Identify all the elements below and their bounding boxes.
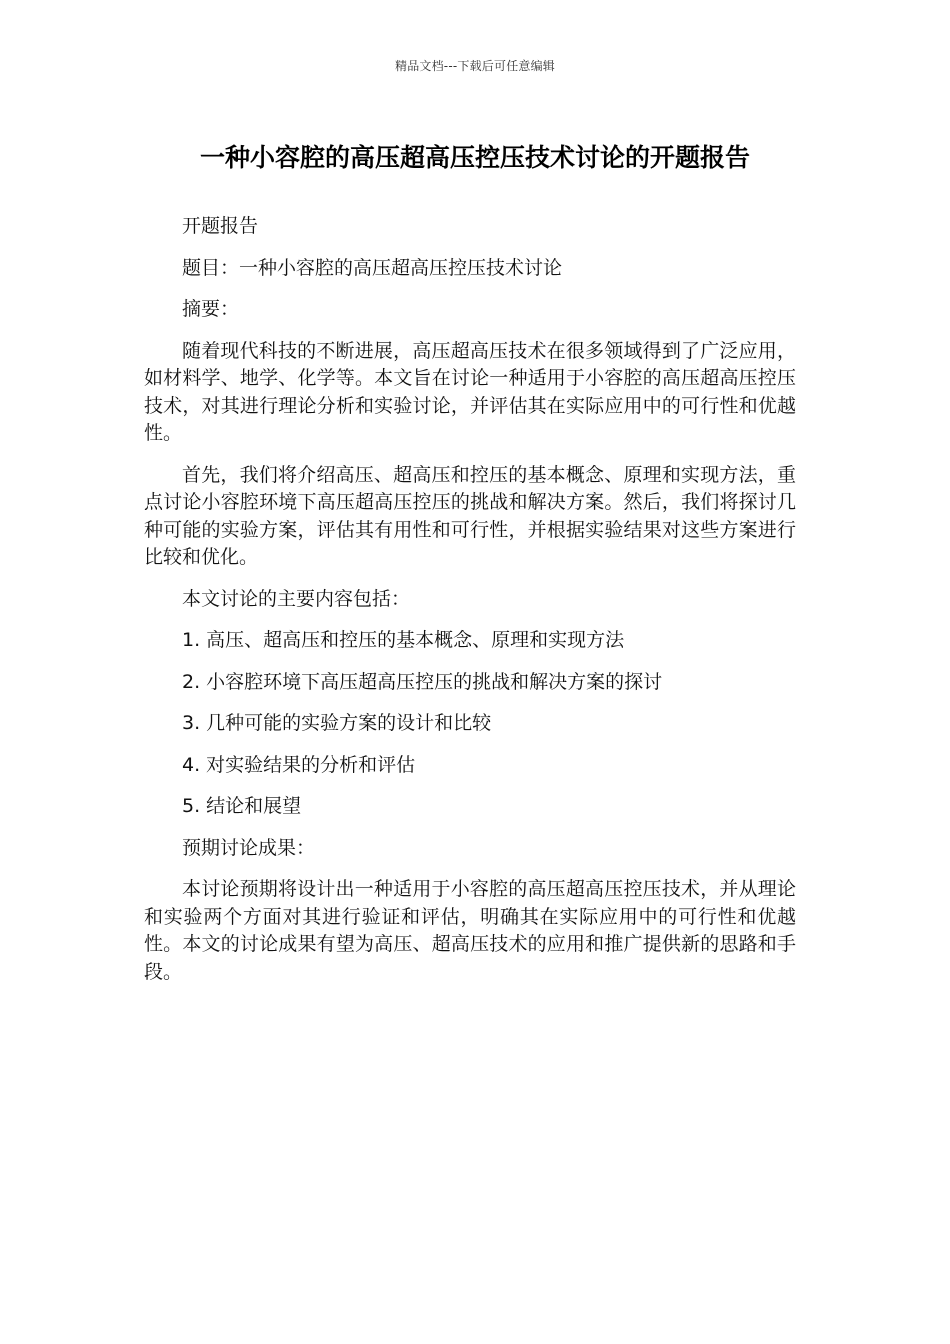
paragraph-intro: 随着现代科技的不断进展，高压超高压技术在很多领域得到了广泛应用，如材料学、地学、化学等。本文旨在讨论一种适用于小容腔的高压超高压控压技术，对其进行理论分析和实验讨论，并评估其在实际应用中的可行性和优越性。 bbox=[144, 339, 796, 444]
paragraph-results: 本讨论预期将设计出一种适用于小容腔的高压超高压控压技术，并从理论和实验两个方面对其进行验证和评估，明确其在实际应用中的可行性和优越性。本文的讨论成果有望为高压、超高压技术的应用和推广提供新的思路和手段。 bbox=[144, 878, 796, 983]
list-item: 3. 几种可能的实验方案的设计和比较 bbox=[182, 712, 492, 734]
list-item: 1. 高压、超高压和控压的基本概念、原理和实现方法 bbox=[182, 629, 625, 651]
list-item: 5. 结论和展望 bbox=[182, 795, 302, 817]
document-title: 一种小容腔的高压超高压控压技术讨论的开题报告 bbox=[199, 143, 750, 172]
list-item: 2. 小容腔环境下高压超高压控压的挑战和解决方案的探讨 bbox=[182, 670, 663, 693]
abstract-label: 摘要： bbox=[182, 298, 240, 320]
results-label: 预期讨论成果： bbox=[182, 836, 316, 859]
topic-line: 题目：一种小容腔的高压超高压控压技术讨论 bbox=[182, 256, 563, 279]
list-item: 4. 对实验结果的分析和评估 bbox=[182, 753, 416, 776]
contents-label: 本文讨论的主要内容包括： bbox=[182, 587, 411, 610]
document-body bbox=[144, 213, 796, 1000]
header-note: 精品文档---下载后可任意编辑 bbox=[395, 59, 555, 73]
report-label: 开题报告 bbox=[182, 215, 259, 237]
paragraph-method: 首先，我们将介绍高压、超高压和控压的基本概念、原理和实现方法，重点讨论小容腔环境下高压超高压控压的挑战和解决方案。然后，我们将探讨几种可能的实验方案，评估其有用性和可行性，并根据实验结果对这些方案进行比较和优化。 bbox=[144, 463, 796, 568]
